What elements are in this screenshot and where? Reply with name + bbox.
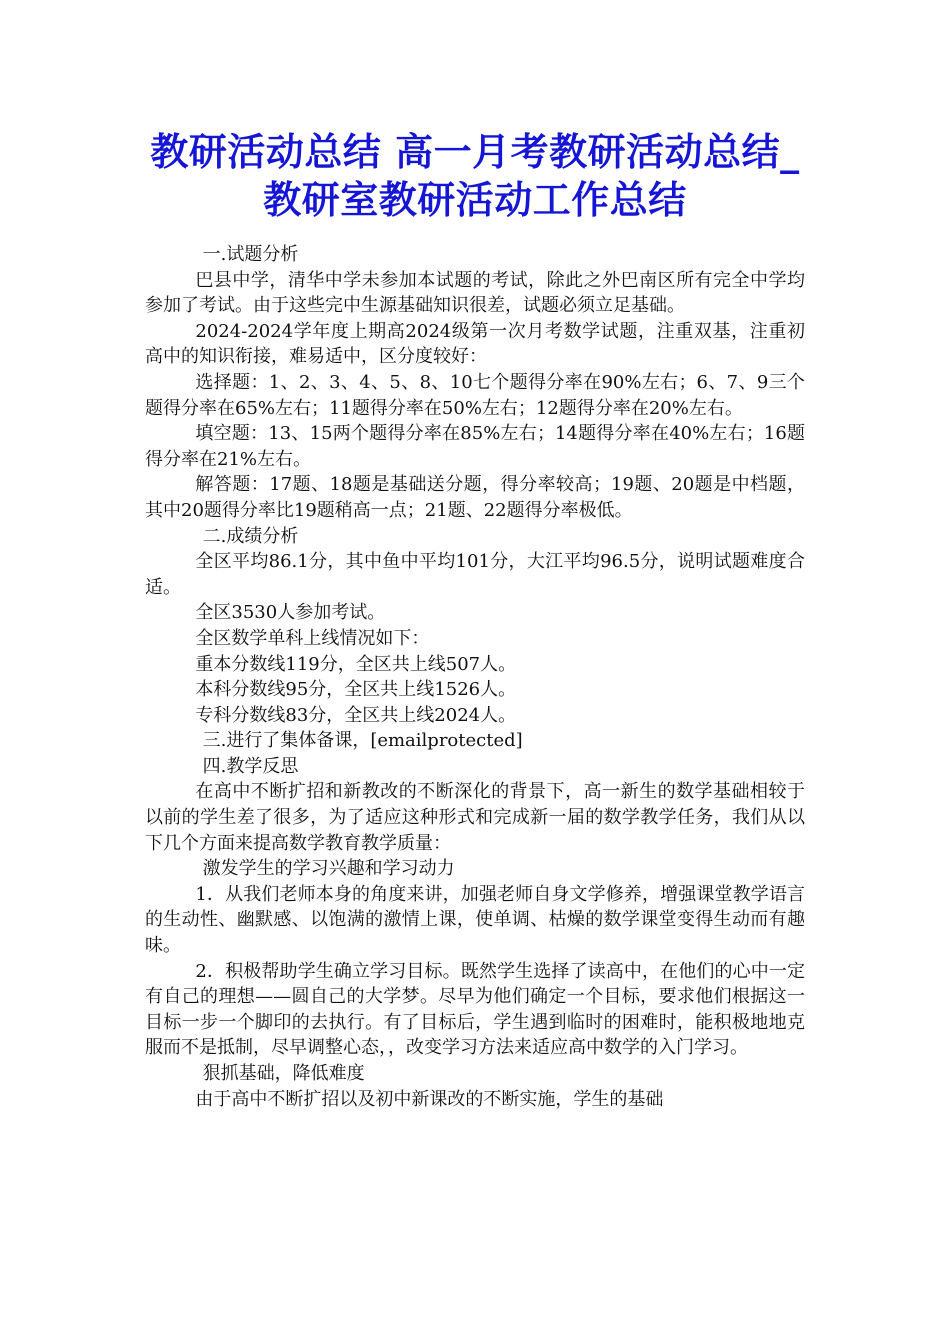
paragraph: 填空题：13、15两个题得分率在85%左右；14题得分率在40%左右；16题得分率在21%左右。 bbox=[145, 423, 805, 470]
section-heading: 一.试题分析 bbox=[202, 244, 299, 265]
section-heading: 三.进行了集体备课，[emailprotected] bbox=[202, 730, 523, 752]
paragraph: 全区3530人参加考试。 bbox=[195, 602, 386, 624]
paragraph: 选择题：1、2、3、4、5、8、10七个题得分率在90%左右；6、7、9三个题得分率在65%左右；11题得分率在50%左右；12题得分率在20%左右。 bbox=[145, 371, 805, 419]
paragraph: 重本分数线119分，全区共上线507人。 bbox=[195, 653, 517, 675]
subheading: 狠抓基础，降低难度 bbox=[202, 1063, 365, 1084]
paragraph: 全区数学单科上线情况如下： bbox=[195, 627, 430, 649]
paragraph: 解答题：17题、18题是基础送分题，得分率较高；19题、20题是中档题，其中20题得分率比19题稍高一点；21题、22题得分率极低。 bbox=[145, 474, 805, 521]
subheading: 激发学生的学习兴趣和学习动力 bbox=[202, 858, 455, 880]
document-body bbox=[145, 242, 805, 1112]
paragraph: 在高中不断扩招和新教改的不断深化的背景下，高一新生的数学基础相较于以前的学生差了很多，为了适应这种形式和完成新一届的数学教学任务，我们从以下几个方面来提高数学教育教学质量： bbox=[145, 781, 805, 854]
paragraph: 全区平均86.1分，其中鱼中平均101分，大江平均96.5分，说明试题难度合适。 bbox=[145, 551, 805, 598]
document-page bbox=[145, 128, 805, 1112]
section-heading: 四.教学反思 bbox=[202, 755, 299, 777]
paragraph: 巴县中学，清华中学未参加本试题的考试，除此之外巴南区所有完全中学均参加了考试。由于这些完中生源基础知识很差，试题必须立足基础。 bbox=[145, 269, 805, 317]
paragraph: 由于高中不断扩招以及初中新课改的不断实施，学生的基础 bbox=[195, 1088, 664, 1110]
paragraph: 1．从我们老师本身的角度来讲，加强老师自身文学修养，增强课堂教学语言的生动性、幽默感、以饱满的激情上课，使单调、枯燥的数学课堂变得生动而有趣味。 bbox=[145, 883, 805, 957]
document-title: 教研活动总结 高一月考教研活动总结_教研室教研活动工作总结 bbox=[150, 129, 800, 222]
paragraph: 2．积极帮助学生确立学习目标。既然学生选择了读高中，在他们的心中一定有自己的理想——圆自己的大学梦。尽早为他们确定一个目标，要求他们根据这一目标一步一个脚印的去执行。有了目标后，学生遇到临时的困难时，能积极地地克服而不是抵制，尽早调整心态，，改变学习方法来适应高中数学的入门学习。 bbox=[145, 960, 805, 1059]
paragraph: 本科分数线95分，全区共上线1526人。 bbox=[195, 679, 517, 701]
paragraph: 专科分数线83分，全区共上线2024人。 bbox=[195, 704, 517, 726]
section-heading: 二.成绩分析 bbox=[202, 525, 299, 547]
paragraph: 2024-2024学年度上期高2024级第一次月考数学试题，注重双基，注重初高中的知识衔接，难易适中，区分度较好： bbox=[145, 320, 805, 368]
